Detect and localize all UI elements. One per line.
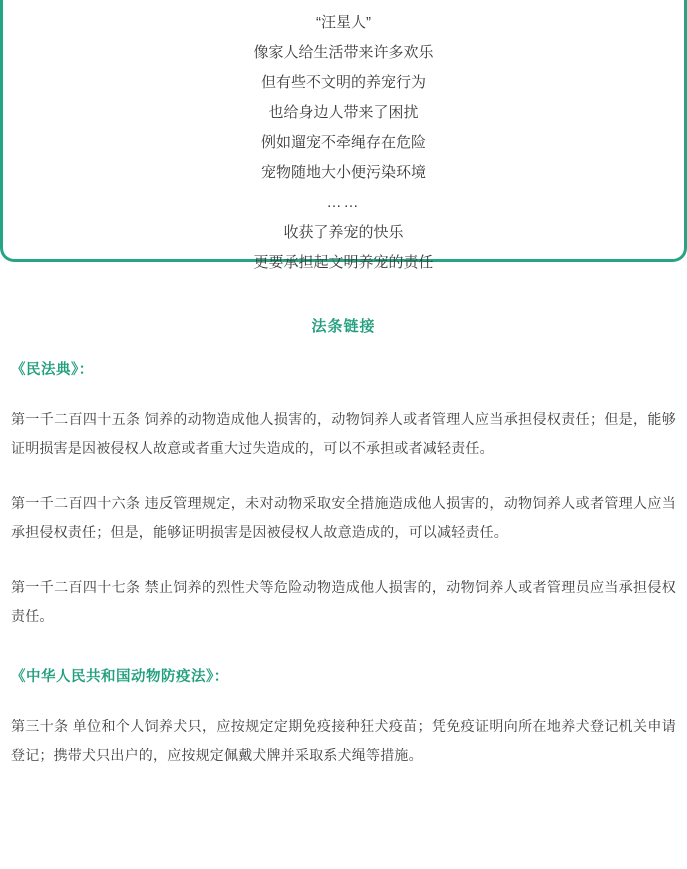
law-heading-civil-code: 《民法典》： xyxy=(11,362,94,378)
law-article: 第一千二百四十七条 禁止饲养的烈性犬等危险动物造成他人损害的，动物饲养人或者管理员应当承担侵权责任。 xyxy=(11,579,676,624)
law-heading-animal-epidemic-prevention: 《中华人民共和国动物防疫法》： xyxy=(11,669,229,685)
poem-line: 宠物随地大小便污染环境 xyxy=(260,164,426,181)
poem-block xyxy=(0,8,687,278)
poem-line: 但有些不文明的养宠行为 xyxy=(260,74,426,91)
poem-line: 也给身边人带来了困扰 xyxy=(268,104,419,121)
law-content xyxy=(11,358,676,770)
poem-line: 像家人给生活带来许多欢乐 xyxy=(253,44,434,61)
section-title: 法条链接 xyxy=(311,318,376,335)
poem-line: 更要承担起文明养宠的责任 xyxy=(253,254,434,271)
poem-ellipsis: …… xyxy=(326,194,361,211)
poem-line: “汪星人” xyxy=(316,14,371,31)
law-article: 第一千二百四十六条 违反管理规定，未对动物采取安全措施造成他人损害的，动物饲养人或者管理人应当承担侵权责任；但是，能够证明损害是因被侵权人故意造成的，可以减轻责任。 xyxy=(11,495,676,540)
poem-line: 收获了养宠的快乐 xyxy=(283,224,404,241)
law-article: 第一千二百四十五条 饲养的动物造成他人损害的，动物饲养人或者管理人应当承担侵权责任；但是，能够证明损害是因被侵权人故意或者重大过失造成的，可以不承担或者减轻责任。 xyxy=(11,411,676,456)
law-article: 第三十条 单位和个人饲养犬只，应按规定定期免疫接种狂犬疫苗；凭免疫证明向所在地养犬登记机关申请登记；携带犬只出户的，应按规定佩戴犬牌并采取系犬绳等措施。 xyxy=(11,718,676,763)
poem-line: 例如遛宠不牵绳存在危险 xyxy=(260,134,426,151)
